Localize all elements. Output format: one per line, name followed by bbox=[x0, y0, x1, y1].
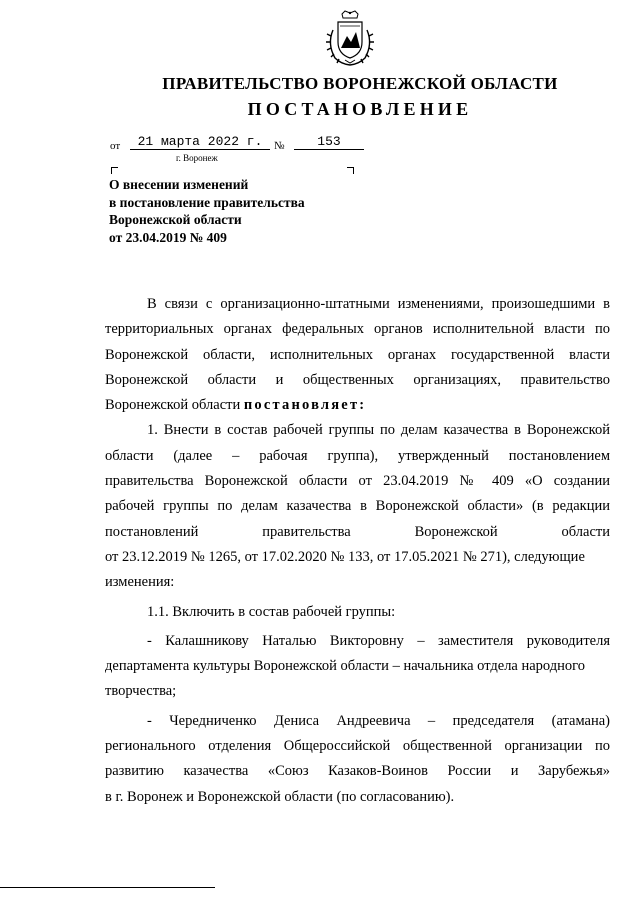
text-line: изменения: bbox=[105, 574, 175, 591]
paragraph-item-1-1 bbox=[105, 600, 610, 625]
text-line: правительства Воронежской области от 23.04.2019 № 409 «О создании bbox=[105, 473, 610, 490]
text-line: регионального отделения Общероссийской общественной организации по bbox=[105, 738, 610, 755]
text-fragment: Воронежской области bbox=[105, 397, 241, 414]
text-line: в г. Воронеж и Воронежской области (по согласованию). bbox=[105, 788, 455, 805]
text-line: творчества; bbox=[105, 683, 177, 700]
text-line: Воронежской области и общественных организациях, правительство bbox=[105, 371, 610, 388]
document-number: 153 bbox=[294, 134, 364, 150]
document-city: г. Воронеж bbox=[176, 153, 218, 163]
text-line: от 23.12.2019 № 1265, от 17.02.2020 № 133, от 17.05.2021 № 271), следующие bbox=[105, 548, 585, 565]
text-line: постановлений правительства Воронежской области bbox=[105, 523, 610, 540]
text-line: развитию казачества «Союз Казаков-Воинов России и Зарубежья» bbox=[105, 763, 610, 780]
document-type: ПОСТАНОВЛЕНИЕ bbox=[247, 99, 473, 119]
text-line: Воронежской области, исполнительных органах государственной власти bbox=[105, 346, 610, 363]
text-line: 1.1. Включить в состав рабочей группы: bbox=[147, 603, 396, 620]
text-line: рабочей группы по делам казачества в Воронежской области» (в редакции bbox=[105, 498, 610, 515]
corner-mark-left bbox=[111, 167, 118, 174]
footer-rule bbox=[0, 887, 215, 888]
subject-line: от 23.04.2019 № 409 bbox=[109, 229, 227, 245]
paragraph-member-1 bbox=[105, 629, 610, 705]
text-line: области (далее – рабочая группа), утвержденный постановлением bbox=[105, 447, 610, 464]
number-prefix: № bbox=[274, 140, 285, 152]
text-line: - Калашникову Наталью Викторовну – заместителя руководителя bbox=[147, 632, 610, 649]
text-line: 1. Внести в состав рабочей группы по делам казачества в Воронежской bbox=[147, 422, 610, 439]
paragraph-preamble bbox=[105, 292, 610, 418]
subject-line: Воронежской области bbox=[109, 212, 242, 227]
text-line: территориальных органах федеральных органов исполнительной власти по bbox=[105, 321, 610, 338]
date-prefix: от bbox=[110, 140, 121, 152]
text-line bbox=[105, 393, 610, 418]
paragraph-member-2 bbox=[105, 709, 610, 810]
organization-title: ПРАВИТЕЛЬСТВО ВОРОНЕЖСКОЙ ОБЛАСТИ bbox=[162, 74, 558, 93]
document-subject bbox=[109, 176, 305, 246]
paragraph-item-1 bbox=[105, 418, 610, 595]
coat-of-arms-icon bbox=[323, 10, 377, 68]
corner-mark-right bbox=[347, 167, 354, 174]
document-date: 21 марта 2022 г. bbox=[130, 134, 270, 150]
text-line: В связи с организационно-штатными изменениями, произошедшими в bbox=[147, 296, 610, 312]
document-body bbox=[105, 292, 610, 810]
decree-word: постановляет: bbox=[243, 397, 367, 414]
text-line: департамента культуры Воронежской области – начальника отдела народного bbox=[105, 658, 585, 675]
text-line: - Чередниченко Дениса Андреевича – председателя (атамана) bbox=[147, 712, 610, 729]
subject-line: О внесении изменений bbox=[109, 177, 249, 192]
subject-line: в постановление правительства bbox=[109, 194, 305, 210]
